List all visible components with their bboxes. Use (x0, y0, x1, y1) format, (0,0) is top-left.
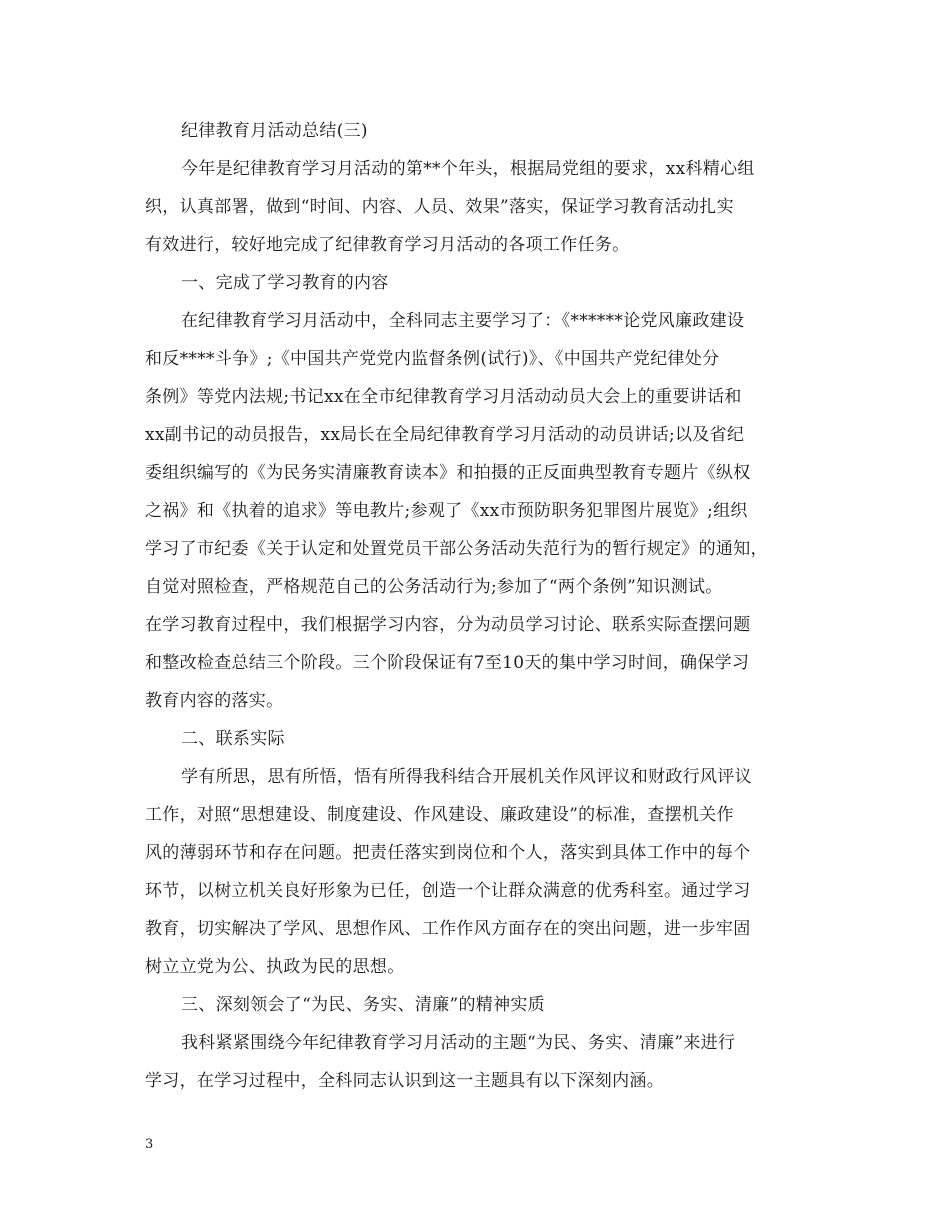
text-line: 今年是纪律教育学习月活动的第**个年头，根据局党组的要求，xx科精心组 (181, 159, 755, 179)
text-line: 委组织编写的《为民务实清廉教育读本》和拍摄的正反面典型教育专题片《纵权 (145, 463, 751, 483)
text-line: 学习了市纪委《关于认定和处置党员干部公务活动失范行为的暂行规定》的通知， (145, 539, 768, 559)
document-body (145, 112, 810, 1100)
text-line: 学习，在学习过程中，全科同志认识到这一主题具有以下深刻内涵。 (145, 1071, 664, 1091)
text-line: 和反****斗争》;《中国共产党党内监督条例(试行)》、《中国共产党纪律处分 (145, 349, 720, 369)
text-line: 自觉对照检查，严格规范自己的公务活动行为;参加了“两个条例”知识测试。 (145, 577, 723, 597)
text-line: 一、完成了学习教育的内容 (181, 273, 389, 293)
text-line: 工作，对照“思想建设、制度建设、作风建设、廉政建设”的标准，查摆机关作 (145, 805, 734, 825)
text-line: 和整改检查总结三个阶段。三个阶段保证有7至10天的集中学习时间，确保学习 (145, 653, 750, 673)
text-line: 教育内容的落实。 (145, 691, 284, 711)
text-line: 之祸》和《执着的追求》等电教片;参观了《xx市预防职务犯罪图片展览》;组织 (145, 501, 748, 521)
text-line: 在纪律教育学习月活动中，全科同志主要学习了：《******论党风廉政建设 (181, 311, 745, 331)
text-line: 我科紧紧围绕今年纪律教育学习月活动的主题“为民、务实、清廉”来进行 (181, 1033, 736, 1053)
text-line: 风的薄弱环节和存在问题。把责任落实到岗位和个人，落实到具体工作中的每个 (145, 843, 751, 863)
text-line: 在学习教育过程中，我们根据学习内容，分为动员学习讨论、联系实际查摆问题 (145, 615, 751, 635)
paragraph-lines (145, 150, 810, 1100)
text-line: 织，认真部署，做到“时间、内容、人员、效果”落实，保证学习教育活动扎实 (145, 197, 734, 217)
text-line: 二、联系实际 (181, 729, 285, 749)
page-number: 3 (145, 1137, 154, 1152)
text-line: xx副书记的动员报告，xx局长在全局纪律教育学习月活动的动员讲话;以及省纪 (145, 425, 745, 445)
text-line: 环节，以树立机关良好形象为已任，创造一个让群众满意的优秀科室。通过学习 (145, 881, 751, 901)
text-line: 有效进行，较好地完成了纪律教育学习月活动的各项工作任务。 (145, 235, 630, 255)
document-title: 纪律教育月活动总结(三) (181, 121, 368, 141)
text-line: 三、深刻领会了“为民、务实、清廉”的精神实质 (181, 995, 545, 1015)
text-line: 树立立党为公、执政为民的思想。 (145, 957, 405, 977)
text-line: 教育，切实解决了学风、思想作风、工作作风方面存在的突出问题，进一步牢固 (145, 919, 751, 939)
text-line: 学有所思，思有所悟，悟有所得我科结合开展机关作风评议和财政行风评议 (181, 767, 752, 787)
text-line: 条例》等党内法规;书记xx在全市纪律教育学习月活动动员大会上的重要讲话和 (145, 387, 742, 407)
